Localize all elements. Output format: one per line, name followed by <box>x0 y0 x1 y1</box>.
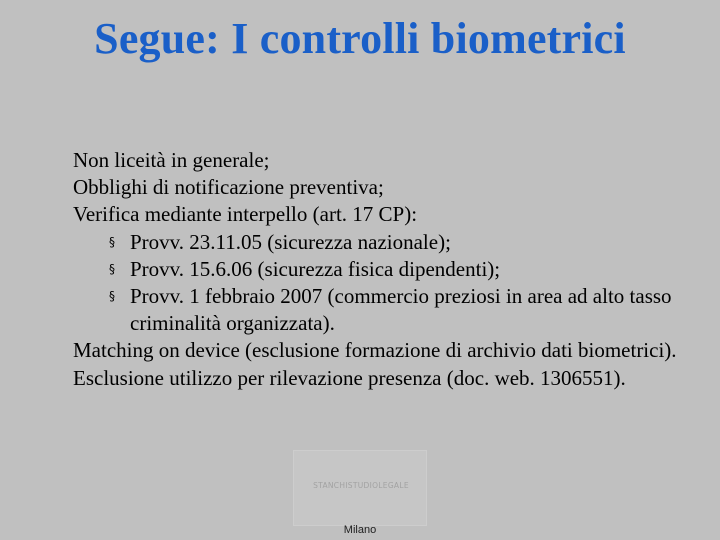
law-firm-logo <box>293 450 427 526</box>
sub-list-item <box>73 256 683 283</box>
list-item: Esclusione utilizzo per rilevazione presenza (doc. web. 1306551). <box>73 365 626 390</box>
sub-list-item <box>73 283 683 337</box>
content-list <box>73 147 683 392</box>
square-bullet-icon: § <box>109 234 115 249</box>
sub-list-item <box>73 229 683 256</box>
sub-list-item-text: Provv. 23.11.05 (sicurezza nazionale); <box>130 229 451 254</box>
footer-city: Milano <box>343 524 377 536</box>
slide-title: Segue: I controlli biometrici <box>94 14 626 63</box>
square-bullet-icon: § <box>109 261 115 276</box>
list-item: Obblighi di notificazione preventiva; <box>73 175 384 200</box>
logo-text: STANCHISTUDIOLEGALE <box>313 481 409 490</box>
list-item: Matching on device (esclusione formazione di archivio dati biometrici). <box>73 338 677 363</box>
list-item: Verifica mediante interpello (art. 17 CP): <box>73 202 418 227</box>
square-bullet-icon: § <box>109 289 115 304</box>
list-item: Non liceità in generale; <box>73 148 270 172</box>
sub-list-item-text: Provv. 15.6.06 (sicurezza fisica dipendenti); <box>130 256 501 281</box>
sub-list-item-text: Provv. 1 febbraio 2007 (commercio preziosi in area ad alto tasso criminalità organizzata). <box>130 284 672 336</box>
